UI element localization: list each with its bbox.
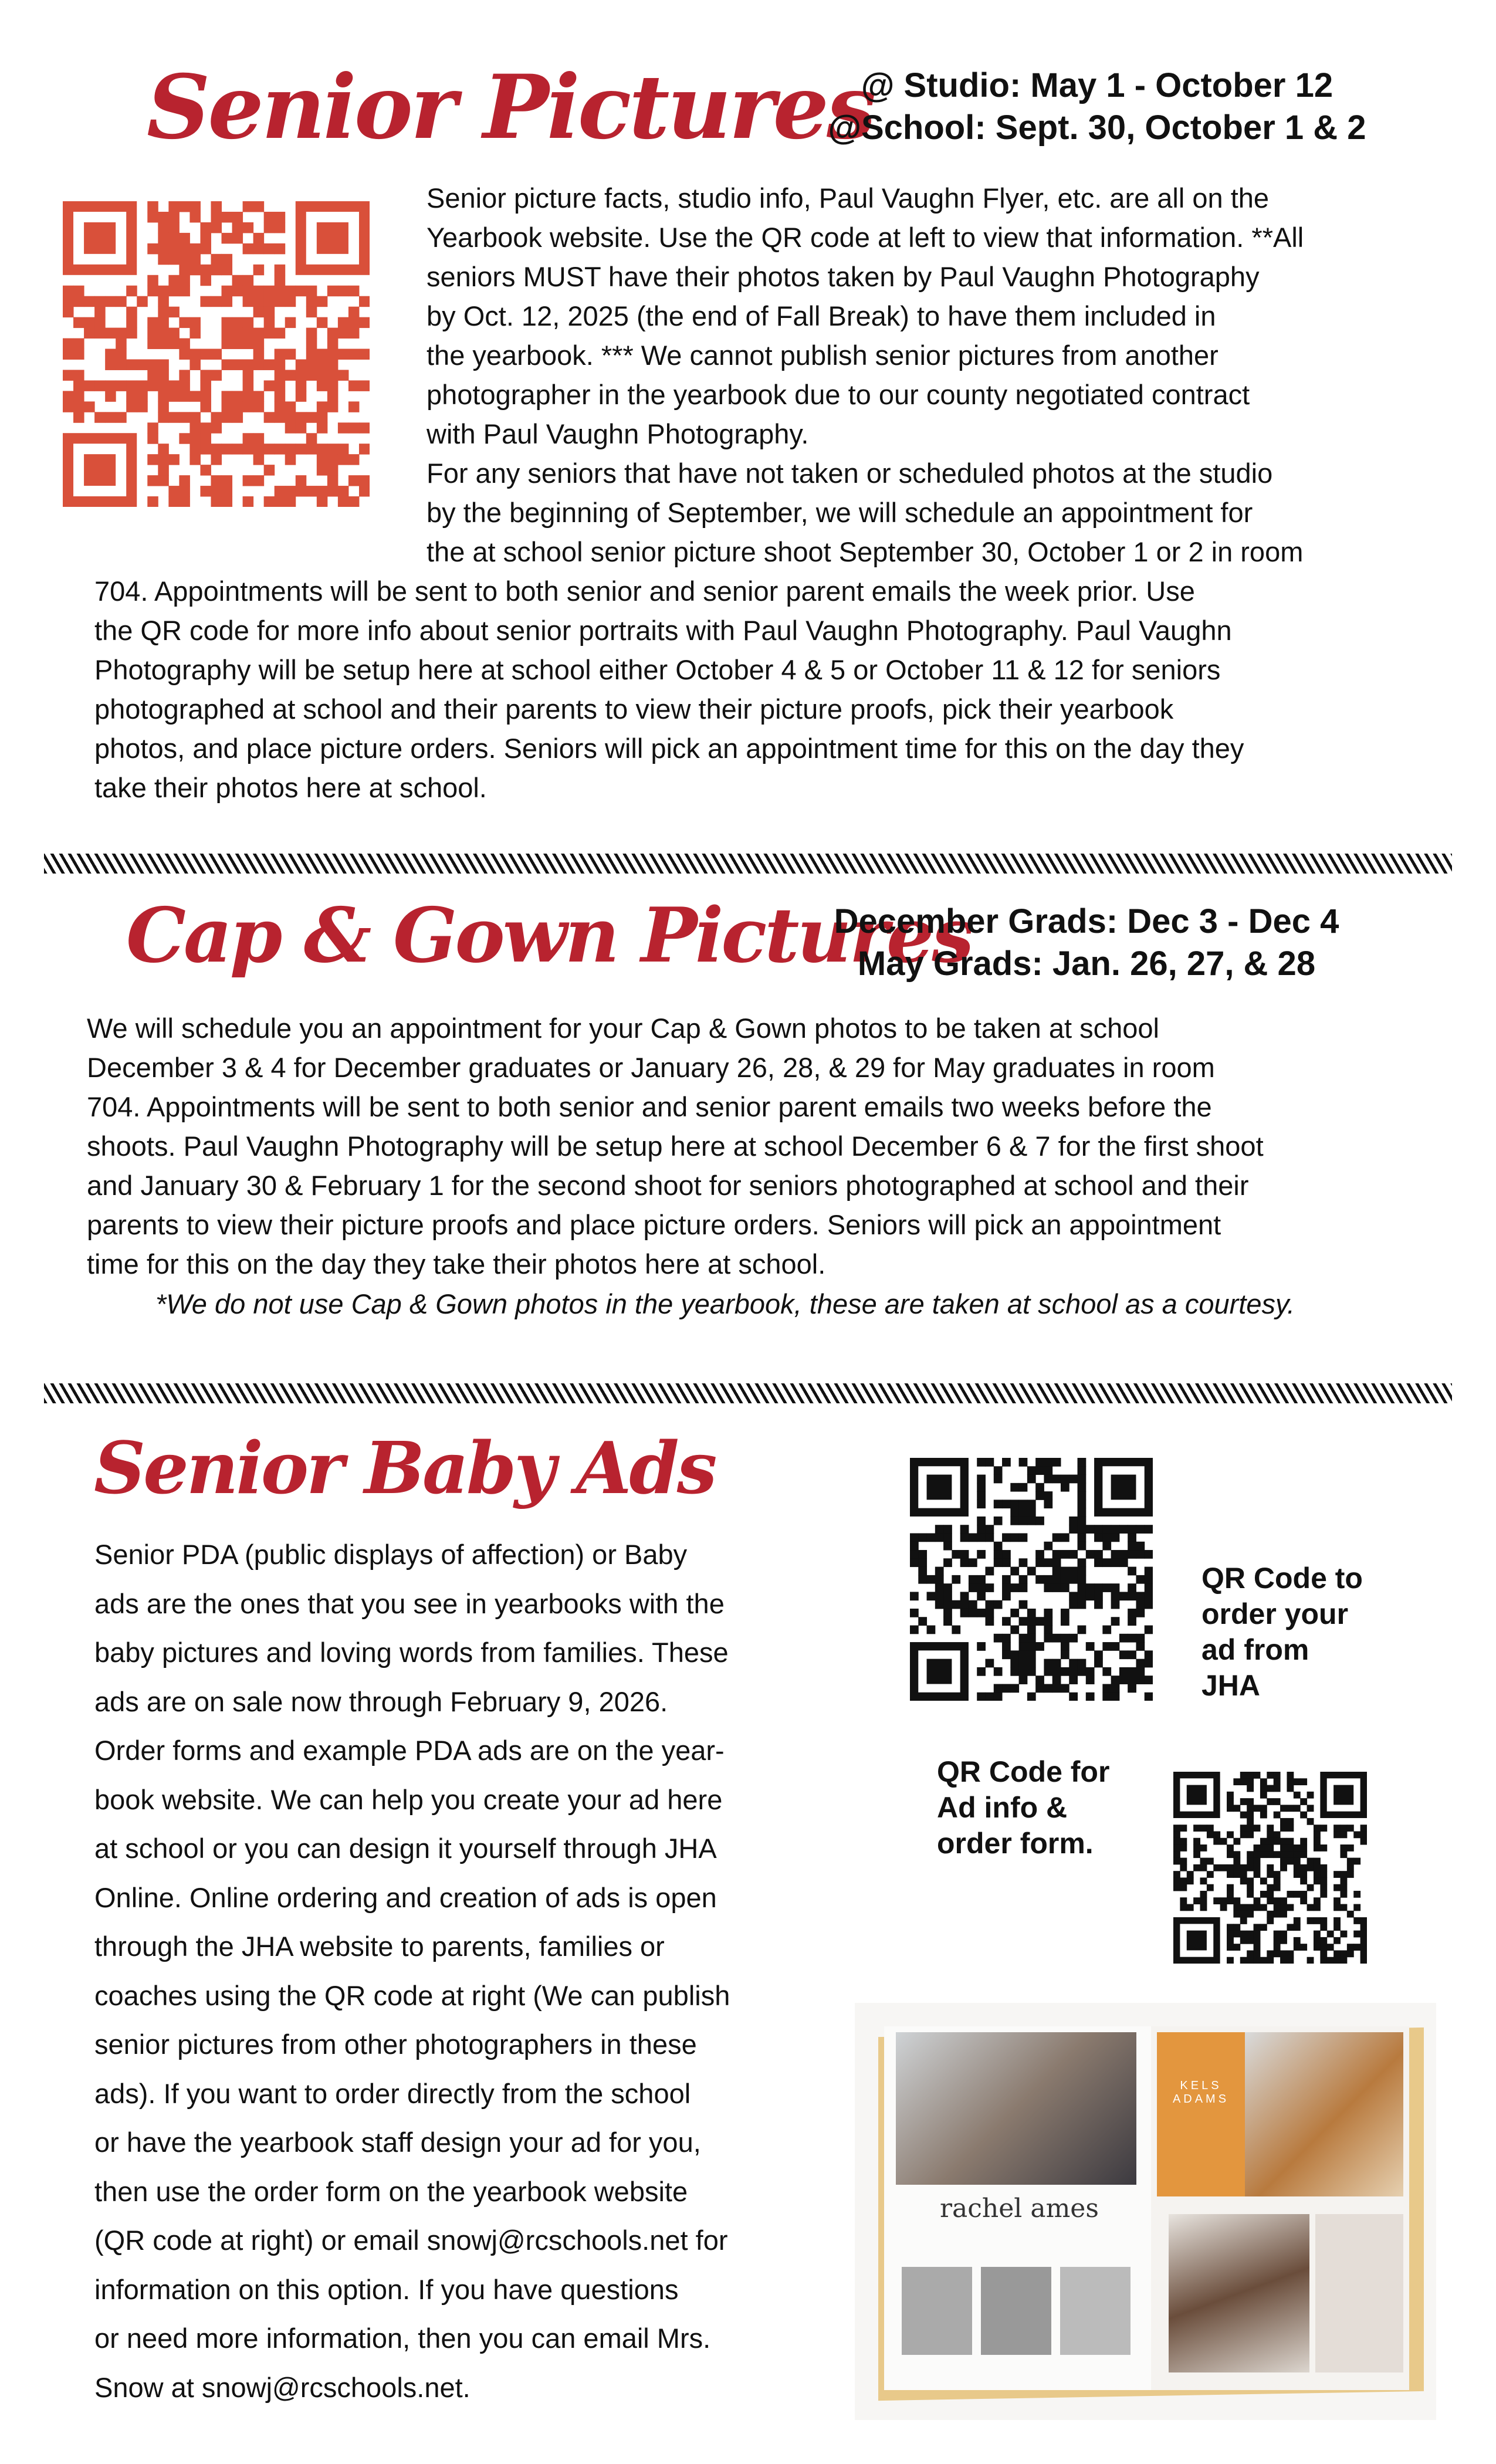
- sample-name-left: rachel ames: [940, 2194, 1099, 2223]
- text-line: book website. We can help you create your ad here: [94, 1783, 723, 1815]
- cap-gown-dates: [793, 901, 1380, 985]
- text-line: or have the yearbook staff design your ad for you,: [94, 2127, 701, 2158]
- text-line: Order forms and example PDA ads are on the year-: [94, 1735, 725, 1766]
- text-line: and January 30 & February 1 for the second shoot for seniors photographed at school and their: [87, 1170, 1249, 1201]
- label-line: order form.: [937, 1827, 1094, 1860]
- text-line: Online. Online ordering and creation of ads is open: [94, 1881, 717, 1913]
- portrait-photo: [896, 2032, 1136, 2185]
- section-divider: [44, 1383, 1452, 1403]
- baby-ads-title: Senior Baby Ads: [94, 1426, 715, 1510]
- baby-photo: [902, 2267, 972, 2355]
- text-line: ads). If you want to order directly from the school: [94, 2077, 691, 2109]
- text-line: ads are the ones that you see in yearbooks with the: [94, 1588, 725, 1619]
- ad-info-qr-label: [937, 1754, 1109, 1861]
- senior-pictures-dates: [804, 65, 1390, 149]
- text-line: 704. Appointments will be sent to both senior and senior parent emails the week prior. Use: [94, 576, 1195, 607]
- text-line: seniors MUST have their photos taken by Paul Vaughn Photography: [427, 261, 1260, 292]
- text-line: then use the order form on the yearbook website: [94, 2175, 688, 2207]
- label-line: Ad info &: [937, 1791, 1068, 1824]
- sample-yearbook-ad-image: [855, 2003, 1436, 2420]
- text-line: parents to view their picture proofs and place picture orders. Seniors will pick an appointment: [87, 1209, 1221, 1240]
- text-line: Yearbook website. Use the QR code at left to view that information. **All: [427, 222, 1304, 253]
- orange-panel: [1157, 2032, 1245, 2196]
- text-line: with Paul Vaughn Photography.: [427, 418, 809, 449]
- text-line: photographer in the yearbook due to our county negotiated contract: [427, 379, 1250, 410]
- section-divider: [44, 854, 1452, 874]
- sample-name-right: KELS ADAMS: [1172, 2079, 1230, 2106]
- baby-photo: [981, 2267, 1051, 2355]
- may-grads-dates: May Grads: Jan. 26, 27, & 28: [857, 945, 1316, 983]
- text-line: at school or you can design it yourself through JHA: [94, 1833, 717, 1864]
- ad-info-qr-code[interactable]: [1173, 1772, 1367, 1964]
- text-line: shoots. Paul Vaughn Photography will be setup here at school December 6 & 7 for the first shoot: [87, 1131, 1264, 1162]
- senior-pictures-title: Senior Pictures: [147, 56, 874, 159]
- text-line: the at school senior picture shoot September 30, October 1 or 2 in room: [427, 536, 1304, 567]
- text-line: We will schedule you an appointment for your Cap & Gown photos to be taken at school: [87, 1013, 1159, 1044]
- text-line: information on this option. If you have questions: [94, 2273, 679, 2305]
- text-line: the QR code for more info about senior portraits with Paul Vaughn Photography. Paul Vaughn: [94, 615, 1232, 646]
- studio-dates: @ Studio: May 1 - October 12: [861, 66, 1333, 104]
- label-line: QR Code for: [937, 1755, 1110, 1788]
- portrait-photo: [1169, 2214, 1309, 2372]
- text-line: Photography will be setup here at school either October 4 & 5 or October 11 & 12 for seniors: [94, 654, 1221, 685]
- text-line: by the beginning of September, we will schedule an appointment for: [427, 497, 1253, 528]
- text-line: December 3 & 4 for December graduates or January 26, 28, & 29 for May graduates in room: [87, 1052, 1215, 1083]
- text-line: For any seniors that have not taken or scheduled photos at the studio: [427, 458, 1273, 489]
- text-line: photographed at school and their parents to view their picture proofs, pick their yearbook: [94, 693, 1174, 725]
- text-line: Senior PDA (public displays of affection) or Baby: [94, 1539, 688, 1570]
- text-line: take their photos here at school.: [94, 772, 487, 803]
- text-line: by Oct. 12, 2025 (the end of Fall Break) to have them included in: [427, 300, 1216, 331]
- label-line: QR Code to: [1201, 1562, 1363, 1595]
- right-page: [1151, 2026, 1409, 2390]
- jha-order-qr-code[interactable]: [910, 1458, 1153, 1701]
- baby-photo: [1060, 2267, 1131, 2355]
- text-line: time for this on the day they take their photos here at school.: [87, 1248, 826, 1280]
- label-line: JHA: [1201, 1669, 1261, 1702]
- school-dates: @School: Sept. 30, October 1 & 2: [828, 109, 1366, 147]
- december-grads-dates: December Grads: Dec 3 - Dec 4: [834, 902, 1339, 940]
- label-line: ad from: [1201, 1633, 1309, 1666]
- text-line: Snow at snowj@rcschools.net.: [94, 2371, 471, 2403]
- cap-gown-note: *We do not use Cap & Gown photos in the yearbook, these are taken at school as a courtesy.: [155, 1288, 1295, 1319]
- portrait-photo: [1245, 2032, 1403, 2196]
- text-line: baby pictures and loving words from families. These: [94, 1637, 729, 1668]
- text-line: coaches using the QR code at right (We can publish: [94, 1979, 730, 2011]
- text-line: ads are on sale now through February 9, 2026.: [94, 1685, 668, 1717]
- text-line: through the JHA website to parents, families or: [94, 1931, 665, 1962]
- senior-pictures-qr-code[interactable]: [63, 201, 370, 507]
- left-page: [884, 2026, 1151, 2390]
- text-line: senior pictures from other photographers in these: [94, 2029, 697, 2060]
- label-line: order your: [1201, 1597, 1349, 1630]
- cap-gown-title: Cap & Gown Pictures: [126, 892, 972, 980]
- caption-panel: [1315, 2214, 1403, 2372]
- jha-qr-label: [1201, 1561, 1363, 1704]
- text-line: Senior picture facts, studio info, Paul Vaughn Flyer, etc. are all on the: [427, 182, 1270, 214]
- text-line: photos, and place picture orders. Seniors will pick an appointment time for this on the day they: [94, 733, 1244, 764]
- text-line: the yearbook. *** We cannot publish senior pictures from another: [427, 340, 1219, 371]
- text-line: 704. Appointments will be sent to both senior and senior parent emails two weeks before the: [87, 1091, 1212, 1122]
- text-line: (QR code at right) or email snowj@rcschools.net for: [94, 2225, 728, 2256]
- text-line: or need more information, then you can email Mrs.: [94, 2323, 711, 2354]
